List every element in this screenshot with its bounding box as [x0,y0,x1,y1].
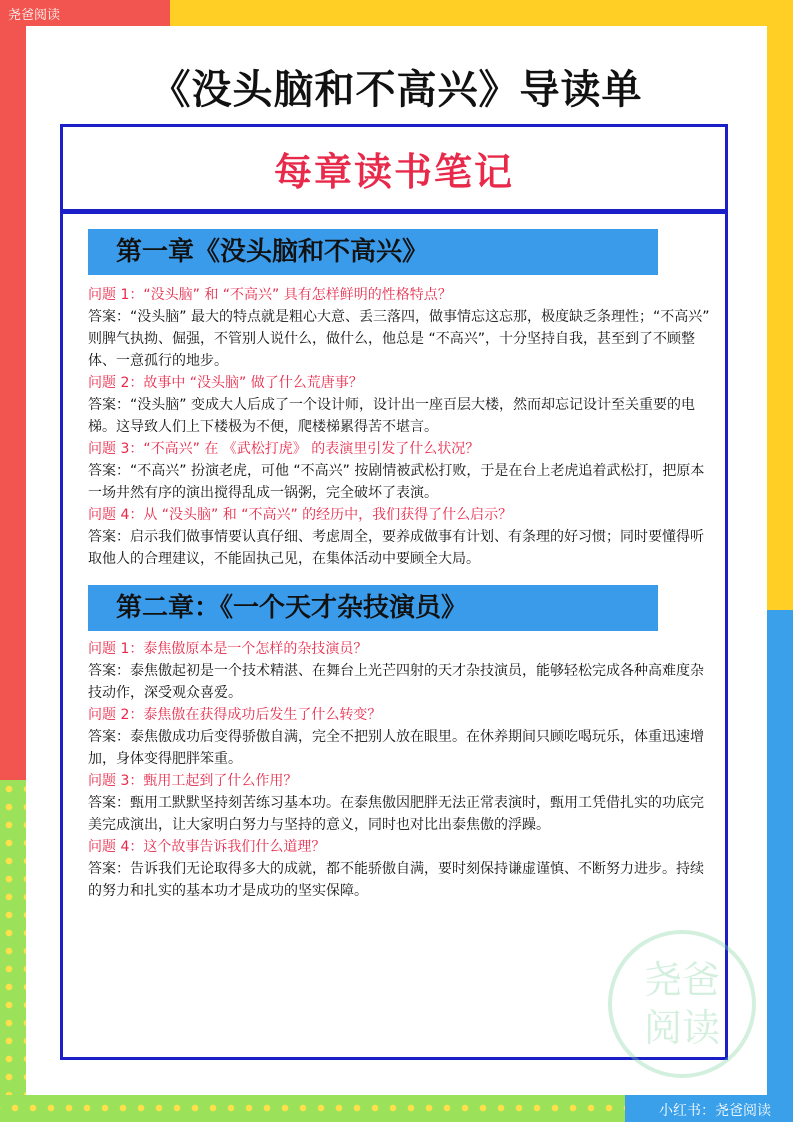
answer-text: 答案：启示我们做事情要认真仔细、考虑周全，要养成做事有计划、有条理的好习惯；同时要懂得听取他人的合理建议，不能固执己见，在集体活动中要顾全大局。 [88,529,704,567]
answer-text: 答案：甄用工默默坚持刻苦练习基本功。在泰焦傲因肥胖无法正常表演时，甄用工凭借扎实的功底完美完成演出，让大家明白努力与坚持的意义，同时也对比出泰焦傲的浮躁。 [88,795,704,833]
question-text: 问题 3：甄用工起到了什么作用？ [88,773,298,789]
question-text: 问题 2：故事中 “没头脑” 做了什么荒唐事？ [88,375,363,391]
header-label: 每章读书笔记 [273,149,514,194]
answer-text: 答案：“没头脑” 最大的特点就是粗心大意、丢三落四，做事情忘这忘那，极度缺乏条理性；“不高兴” 则脾气执拗、倔强，不管别人说什么，做什么，他总是 “不高兴”，十分坚持自我，甚至到了不顾整体、一意孤行的地步。 [88,309,710,369]
watermark-stamp [608,930,756,1078]
frame-yellow-top [170,0,793,26]
question-text: 问题 1：泰焦傲原本是一个怎样的杂技演员？ [88,641,368,657]
question-text: 问题 4：从 “没头脑” 和 “不高兴” 的经历中，我们获得了什么启示？ [88,507,513,523]
answer-text: 答案：告诉我们无论取得多大的成就，都不能骄傲自满，要时刻保持谦虚谨慎、不断努力进步。持续的努力和扎实的基本功才是成功的坚实保障。 [88,861,704,899]
bottom-tag: 小红书：尧爸阅读 [659,1103,771,1119]
header-box [60,124,728,212]
answer-text: 答案：泰焦傲起初是一个技术精湛、在舞台上光芒四射的天才杂技演员，能够轻松完成各种高难度杂技动作，深受观众喜爱。 [88,663,704,701]
question-text: 问题 2：泰焦傲在获得成功后发生了什么转变？ [88,707,382,723]
answer-text: 答案：“没头脑” 变成大人后成了一个设计师，设计出一座百层大楼，然而却忘记设计至关重要的电梯。这导致人们上下楼极为不便，爬楼梯累得苦不堪言。 [88,397,695,435]
page-title: 《没头脑和不高兴》导读单 [150,67,643,113]
watermark-line2: 阅读 [643,1006,720,1050]
frame-red-left [0,0,26,780]
question-text: 问题 1：“没头脑” 和 “不高兴” 具有怎样鲜明的性格特点？ [88,287,452,303]
question-text: 问题 3：“不高兴” 在 《武松打虎》 的表演里引发了什么状况？ [88,441,480,457]
chapter-2-title: 第二章：《一个天才杂技演员》 [88,585,658,631]
frame-green-bottom [0,1095,625,1122]
frame-blue-right [767,610,793,1122]
chapter-2-qa [88,638,713,902]
chapter-1-title: 第一章《没头脑和不高兴》 [88,229,658,275]
chapter-1-qa [88,284,713,570]
watermark-line1: 尧爸 [643,958,720,1002]
frame-green-left [0,780,26,1122]
question-text: 问题 4：这个故事告诉我们什么道理？ [88,839,326,855]
corner-tag: 尧爸阅读 [8,8,61,23]
answer-text: 答案：“不高兴” 扮演老虎，可他 “不高兴” 按剧情被武松打败，于是在台上老虎追着武松打，把原本一场井然有序的演出搅得乱成一锅粥，完全破坏了表演。 [88,463,705,501]
answer-text: 答案：泰焦傲成功后变得骄傲自满，完全不把别人放在眼里。在休养期间只顾吃喝玩乐，体重迅速增加，身体变得肥胖笨重。 [88,729,704,767]
